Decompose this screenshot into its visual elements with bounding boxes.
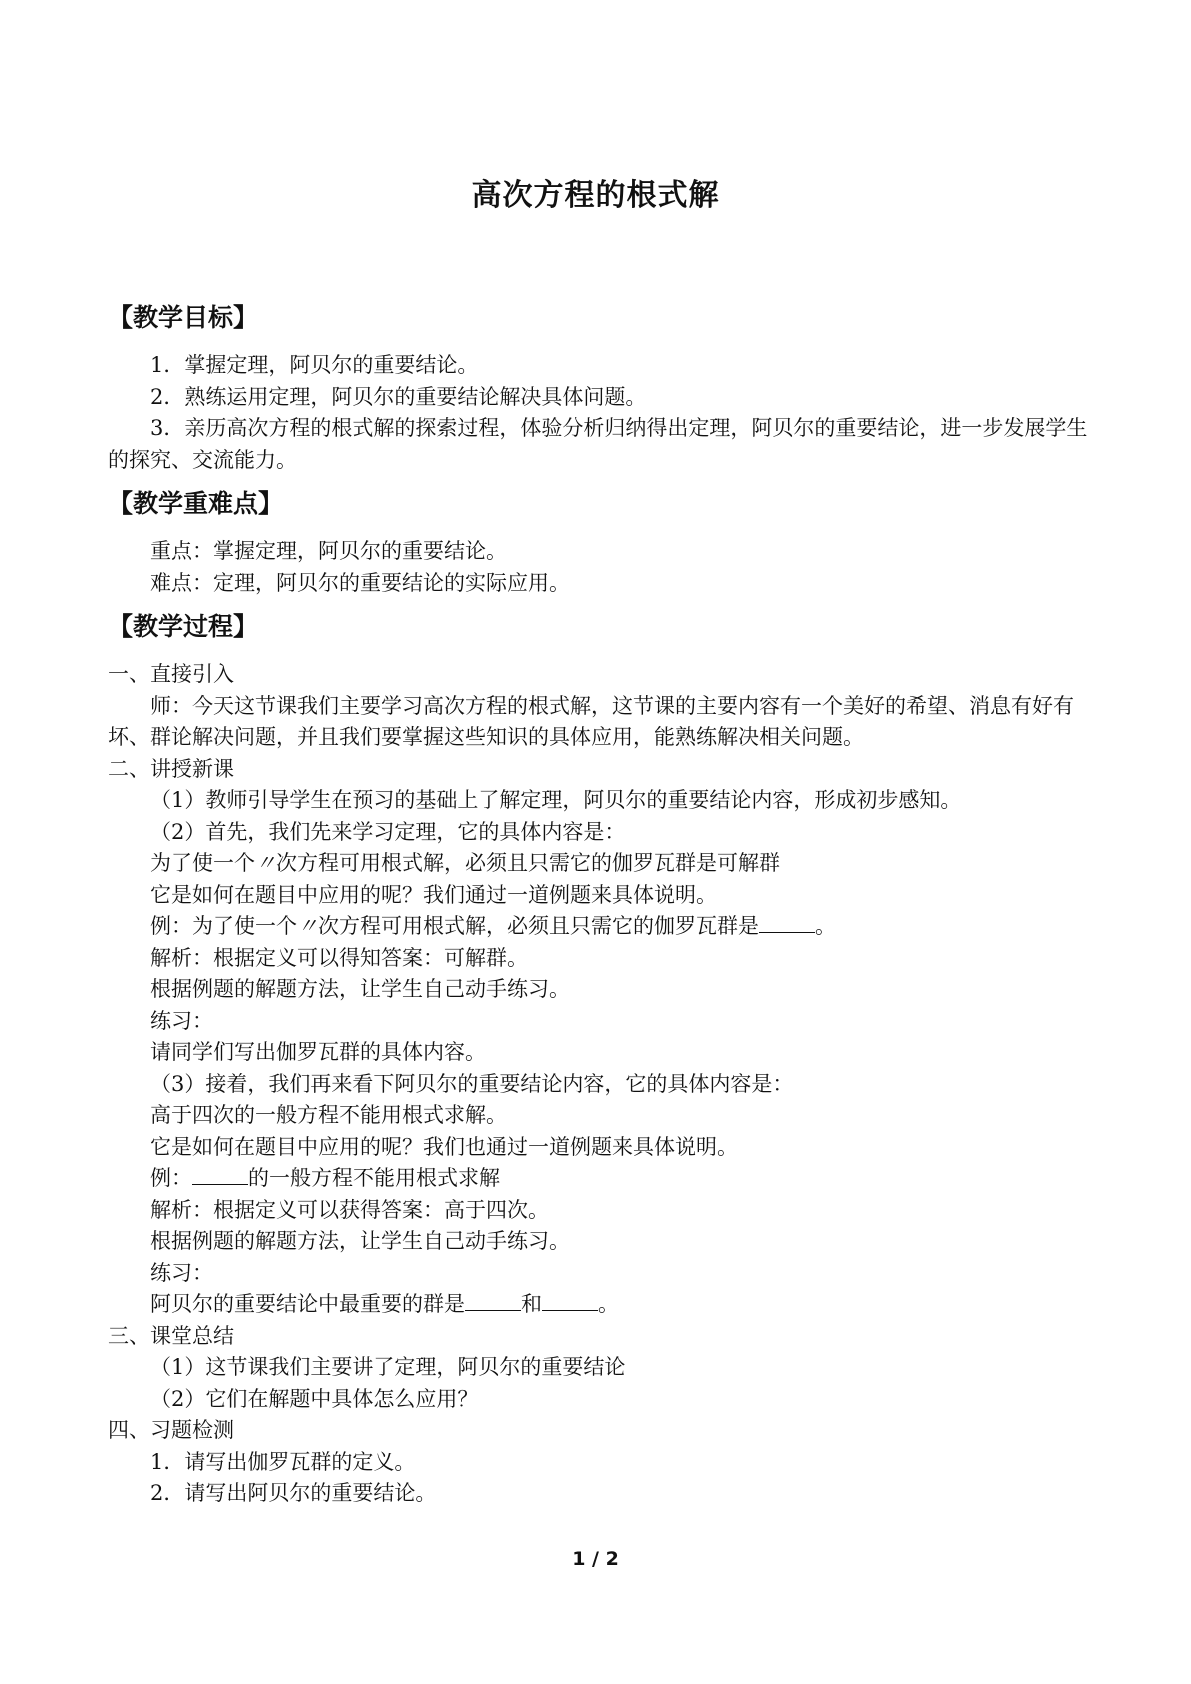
text-fragment: 阿贝尔的重要结论中最重要的群是 bbox=[150, 1292, 465, 1316]
text-fragment: 例： bbox=[150, 1166, 192, 1190]
answer-blank bbox=[759, 914, 815, 933]
paragraph: （1）教师引导学生在预习的基础上了解定理，阿贝尔的重要结论内容，形成初步感知。 bbox=[150, 788, 962, 812]
paragraph: 解析：根据定义可以得知答案：可解群。 bbox=[150, 945, 528, 970]
part-title: 二、讲授新课 bbox=[108, 756, 234, 781]
part-title: 三、课堂总结 bbox=[108, 1323, 234, 1348]
exercise-item: 2．请写出阿贝尔的重要结论。 bbox=[150, 1481, 437, 1505]
text-fragment: 例：为了使一个 bbox=[150, 914, 297, 938]
paragraph: 练习： bbox=[150, 1008, 213, 1033]
paragraph: 根据例题的解题方法，让学生自己动手练习。 bbox=[150, 977, 570, 1001]
example-line bbox=[108, 1163, 1088, 1195]
answer-blank bbox=[192, 1166, 248, 1185]
section-heading-key: 【教学重难点】 bbox=[108, 489, 284, 518]
text-fragment: 的一般方程不能用根式求解 bbox=[248, 1166, 500, 1190]
paragraph: 请同学们写出伽罗瓦群的具体内容。 bbox=[150, 1040, 486, 1064]
goal-item: 2．熟练运用定理，阿贝尔的重要结论解决具体问题。 bbox=[150, 384, 647, 409]
answer-blank bbox=[465, 1292, 521, 1311]
paragraph: （1）这节课我们主要讲了定理，阿贝尔的重要结论 bbox=[150, 1355, 626, 1379]
example-line bbox=[108, 911, 1088, 943]
text-fragment: 和 bbox=[521, 1292, 542, 1316]
paragraph: 解析：根据定义可以获得答案：高于四次。 bbox=[150, 1197, 549, 1222]
text-fragment: 次方程可用根式解，必须且只需它的伽罗瓦群是可解群 bbox=[276, 851, 780, 875]
n-symbol: 〃 bbox=[297, 914, 318, 938]
paragraph: 高于四次的一般方程不能用根式求解。 bbox=[150, 1103, 507, 1127]
paragraph: 师：今天这节课我们主要学习高次方程的根式解，这节课的主要内容有一个美好的希望、消息有好有坏、群论解决问题，并且我们要掌握这些知识的具体应用，能熟练解决相关问题。 bbox=[108, 693, 1074, 749]
exercise-item: 1．请写出伽罗瓦群的定义。 bbox=[150, 1449, 416, 1474]
goal-item: 1．掌握定理，阿贝尔的重要结论。 bbox=[150, 353, 479, 377]
section-heading-process: 【教学过程】 bbox=[108, 612, 259, 641]
text-fragment: 。 bbox=[815, 914, 836, 938]
page-number: 1 / 2 bbox=[572, 1548, 619, 1570]
paragraph: 练习： bbox=[150, 1260, 213, 1285]
key-point: 重点：掌握定理，阿贝尔的重要结论。 bbox=[150, 539, 507, 563]
paragraph: （3）接着，我们再来看下阿贝尔的重要结论内容，它的具体内容是： bbox=[150, 1071, 794, 1096]
document-body bbox=[108, 300, 1088, 1510]
text-fragment: 次方程可用根式解，必须且只需它的伽罗瓦群是 bbox=[318, 914, 759, 938]
paragraph: 它是如何在题目中应用的呢？我们也通过一道例题来具体说明。 bbox=[150, 1134, 738, 1159]
document-title: 高次方程的根式解 bbox=[471, 178, 720, 213]
paragraph: （2）首先，我们先来学习定理，它的具体内容是： bbox=[150, 819, 626, 844]
paragraph: 根据例题的解题方法，让学生自己动手练习。 bbox=[150, 1229, 570, 1253]
section-heading-goals: 【教学目标】 bbox=[108, 303, 259, 332]
goal-item: 3．亲历高次方程的根式解的探索过程，体验分析归纳得出定理，阿贝尔的重要结论，进一步发展学生的探究、交流能力。 bbox=[108, 416, 1088, 472]
part-title: 四、习题检测 bbox=[108, 1418, 234, 1442]
paragraph: （2）它们在解题中具体怎么应用？ bbox=[150, 1386, 479, 1411]
n-symbol: 〃 bbox=[255, 851, 276, 875]
text-fragment: 。 bbox=[598, 1292, 619, 1316]
answer-blank bbox=[542, 1292, 598, 1311]
exercise-line bbox=[108, 1289, 1088, 1321]
paragraph: 它是如何在题目中应用的呢？我们通过一道例题来具体说明。 bbox=[150, 882, 717, 907]
part-title: 一、直接引入 bbox=[108, 662, 234, 686]
difficult-point: 难点：定理，阿贝尔的重要结论的实际应用。 bbox=[150, 570, 570, 595]
theorem-line bbox=[108, 848, 1088, 880]
text-fragment: 为了使一个 bbox=[150, 851, 255, 875]
